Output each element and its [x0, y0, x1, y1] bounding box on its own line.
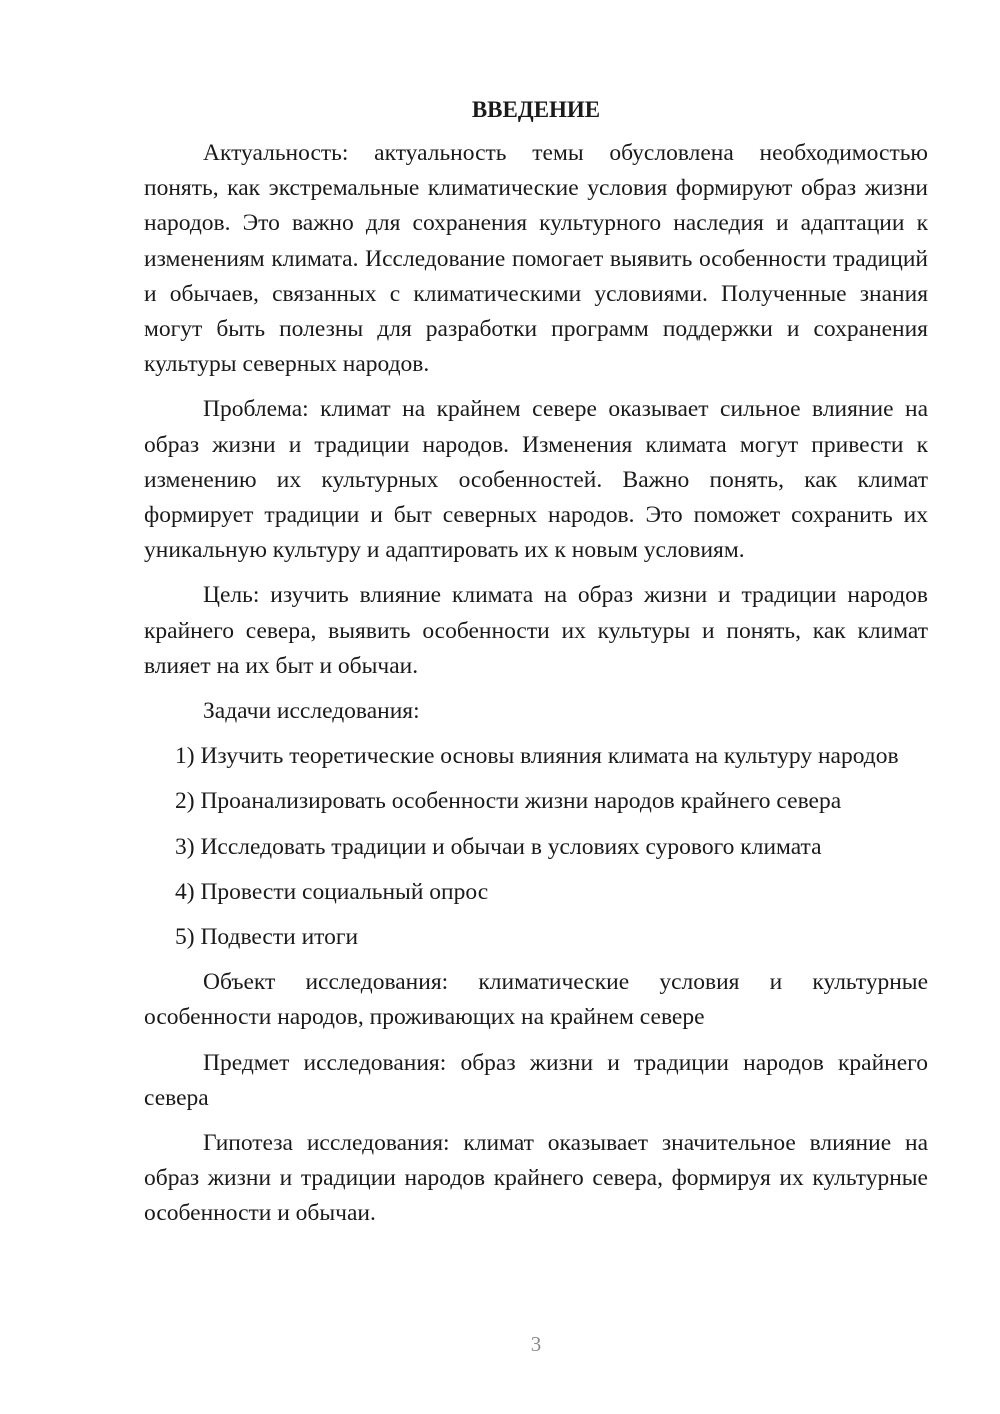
goal-paragraph: Цель: изучить влияние климата на образ жизни и традиции народов крайнего севера, выявить особенности их культуры и понять, как климат влияет на их быт и обычаи. [144, 582, 928, 679]
document-page [144, 95, 928, 1232]
subject-paragraph: Предмет исследования: образ жизни и традиции народов крайнего севера [144, 1049, 928, 1111]
task-item-3: 3) Исследовать традиции и обычаи в условиях сурового климата [175, 833, 822, 860]
tasks-heading: Задачи исследования: [203, 698, 420, 725]
page-number: 3 [530, 1332, 542, 1356]
task-item-4: 4) Провести социальный опрос [175, 878, 489, 905]
relevance-paragraph: Актуальность: актуальность темы обусловлена необходимостью понять, как экстремальные климатические условия формируют образ жизни народов. Это важно для сохранения культурного наследия и адаптации к изменениям климата. Исследование помогает выявить особенности традиций и обычаев, связанных с климатическими условиями. Полученные знания могут быть полезны для разработки программ поддержки и сохранения культуры северных народов. [144, 140, 928, 378]
object-paragraph: Объект исследования: климатические условия и культурные особенности народов, проживающих на крайнем севере [144, 969, 928, 1031]
task-item-5: 5) Подвести итоги [175, 924, 359, 951]
task-item-1: 1) Изучить теоретические основы влияния климата на культуру народов [175, 743, 899, 770]
hypothesis-paragraph: Гипотеза исследования: климат оказывает значительное влияние на образ жизни и традиции народов крайнего севера, формируя их культурные особенности и обычаи. [144, 1130, 928, 1227]
problem-paragraph: Проблема: климат на крайнем севере оказывает сильное влияние на образ жизни и традиции народов. Изменения климата могут привести к изменению их культурных особенностей. Важно понять, как климат формирует традиции и быт северных народов. Это поможет сохранить их уникальную культуру и адаптировать их к новым условиям. [144, 396, 928, 564]
document-title: ВВЕДЕНИЕ [471, 97, 601, 122]
task-item-2: 2) Проанализировать особенности жизни народов крайнего севера [175, 788, 842, 815]
